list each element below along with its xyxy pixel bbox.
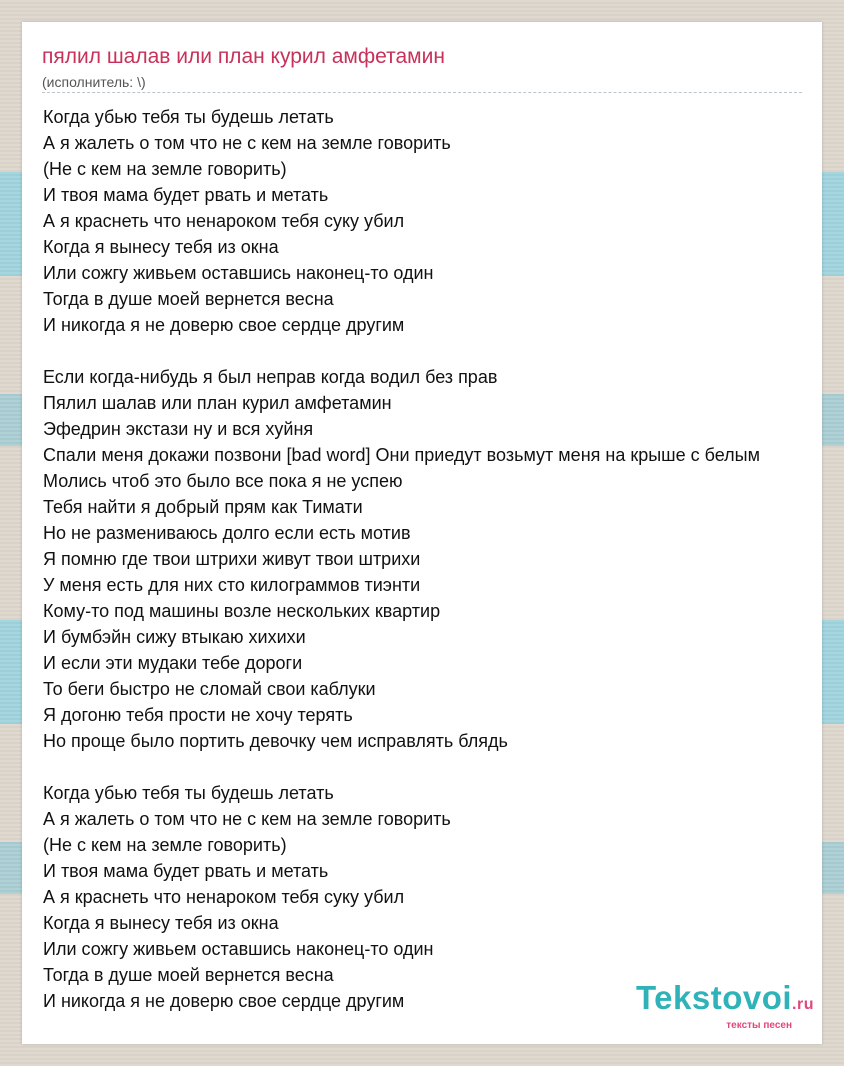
lyric-line: Пялил шалав или план курил амфетамин: [43, 393, 392, 413]
lyric-line: А я краснеть что ненароком тебя суку убил: [43, 887, 405, 907]
lyric-line: Тогда в душе моей вернется весна: [43, 965, 334, 985]
lyric-line: (Не с кем на земле говорить): [43, 159, 287, 179]
lyric-line: Или сожгу живьем оставшись наконец-то один: [43, 939, 434, 959]
lyric-line: У меня есть для них сто килограммов тиэнти: [43, 575, 421, 595]
lyric-line: Эфедрин экстази ну и вся хуйня: [43, 419, 314, 439]
lyric-line: А я жалеть о том что не с кем на земле говорить: [43, 809, 451, 829]
lyric-line: И никогда я не доверю свое сердце другим: [43, 315, 405, 335]
lyric-line: И бумбэйн сижу втыкаю хихихи: [43, 627, 306, 647]
logo-tagline: тексты песен: [726, 1020, 792, 1031]
logo-name: Tekstovoi: [635, 979, 793, 1016]
title-divider: [42, 92, 802, 93]
lyric-line: Когда я вынесу тебя из окна: [43, 913, 279, 933]
lyric-line: И никогда я не доверю свое сердце другим: [43, 991, 405, 1011]
lyric-line: А я краснеть что ненароком тебя суку убил: [43, 211, 405, 231]
lyric-line: Когда убью тебя ты будешь летать: [43, 107, 334, 127]
lyric-line: Я догоню тебя прости не хочу терять: [43, 705, 353, 725]
lyric-line: Но не размениваюсь долго если есть мотив: [43, 523, 411, 543]
lyric-line: Тогда в душе моей вернется весна: [43, 289, 334, 309]
lyric-line: И твоя мама будет рвать и метать: [43, 861, 329, 881]
lyric-line: Молись чтоб это было все пока я не успею: [43, 471, 403, 491]
site-logo[interactable]: [636, 980, 814, 1031]
lyric-line: [43, 754, 822, 780]
song-title: пялил шалав или план курил амфетамин: [42, 45, 445, 68]
lyrics-card: [22, 22, 822, 1044]
lyric-line: И если эти мудаки тебе дороги: [43, 653, 303, 673]
logo-wordmark: [636, 980, 814, 1023]
lyric-line: Или сожгу живьем оставшись наконец-то один: [43, 263, 434, 283]
lyric-line: Если когда-нибудь я был неправ когда водил без прав: [43, 367, 498, 387]
lyric-line: Спали меня докажи позвони [bad word] Они приедут возьмут меня на крыше с белым: [43, 445, 760, 465]
lyric-line: Тебя найти я добрый прям как Тимати: [43, 497, 363, 517]
lyric-line: Кому-то под машины возле нескольких квартир: [43, 601, 441, 621]
logo-tld: .ru: [792, 996, 814, 1013]
lyric-line: Но проще было портить девочку чем исправлять блядь: [43, 731, 508, 751]
lyric-line: Когда я вынесу тебя из окна: [43, 237, 279, 257]
lyric-line: Когда убью тебя ты будешь летать: [43, 783, 334, 803]
lyrics-body: [43, 104, 822, 1014]
lyric-line: То беги быстро не сломай свои каблуки: [43, 679, 376, 699]
lyric-line: [43, 338, 822, 364]
lyric-line: И твоя мама будет рвать и метать: [43, 185, 329, 205]
lyric-line: (Не с кем на земле говорить): [43, 835, 287, 855]
artist-line: (исполнитель: \): [42, 74, 146, 90]
lyric-line: А я жалеть о том что не с кем на земле говорить: [43, 133, 451, 153]
lyric-line: Я помню где твои штрихи живут твои штрихи: [43, 549, 421, 569]
